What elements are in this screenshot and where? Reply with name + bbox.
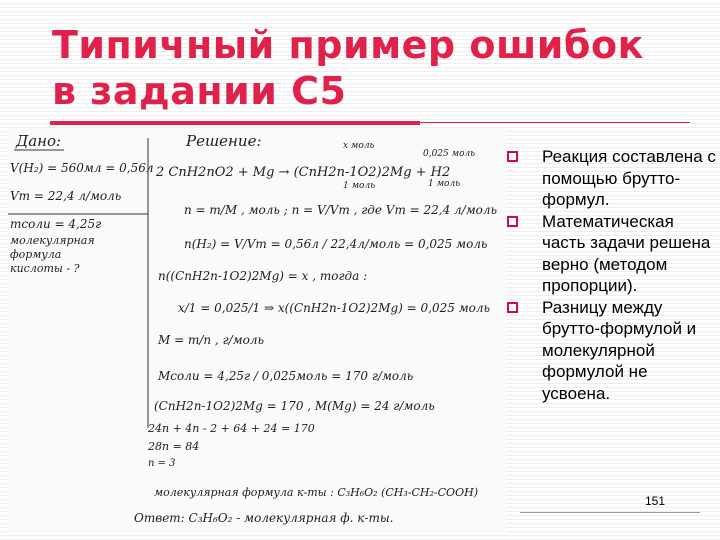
solution-line-11: n = 3 <box>148 458 176 469</box>
footer-rule <box>520 512 700 513</box>
solution-header: Решение: <box>186 132 262 150</box>
handwritten-solution-scan <box>8 128 506 532</box>
solution-line-9: 24n + 4n - 2 + 64 + 24 = 170 <box>148 422 315 435</box>
given-line-3: mсоли = 4,25г <box>10 217 102 231</box>
solution-line-8: (CnH2n-1O2)2Mg = 170 , M(Mg) = 24 г/моль <box>154 399 435 413</box>
square-bullet-icon <box>507 216 518 227</box>
solution-line-2: n = m/M , моль ; n = V/Vm , где Vm = 22,4 л/моль <box>184 203 498 217</box>
bullet-item <box>505 297 717 405</box>
bullet-item <box>505 146 717 211</box>
bullet-item <box>505 211 717 297</box>
solution-line-6: M = m/n , г/моль <box>158 333 265 347</box>
given-line-5: формула <box>10 248 62 261</box>
title-underline-thin <box>420 122 690 123</box>
equation-bottom-left: 1 моль <box>343 181 376 191</box>
given-line-4: молекулярная <box>10 234 95 247</box>
equation-top-right: 0,025 моль <box>423 149 476 159</box>
solution-line-13: Ответ: C₃H₆O₂ - молекулярная ф. к-ты. <box>134 511 394 525</box>
page-number: 151 <box>645 494 666 508</box>
solution-line-4: n((CnH2n-1O2)2Mg) = x , тогда : <box>158 269 368 283</box>
square-bullet-icon <box>507 302 518 313</box>
solution-line-7: Mсоли = 4,25г / 0,025моль = 170 г/моль <box>158 369 414 383</box>
bullet-text: Разницу между брутто-формулой и молекулярной формулой не усвоена. <box>542 297 697 403</box>
handwriting-canvas <box>8 128 506 532</box>
equation-top-left: x моль <box>343 141 375 151</box>
given-line-2: Vm = 22,4 л/моль <box>10 189 122 203</box>
solution-line-5: x/1 = 0,025/1 ⇒ x((CnH2n-1O2)2Mg) = 0,025 моль <box>178 301 491 315</box>
title-underline <box>50 121 420 125</box>
solution-line-10: 28n = 84 <box>148 440 200 453</box>
square-bullet-icon <box>507 151 518 162</box>
equation-bottom-right: 1 моль <box>428 179 461 189</box>
given-line-6: кислоты - ? <box>10 262 80 275</box>
solution-line-1: 2 CnH2nO2 + Mg → (CnH2n-1O2)2Mg + H2 <box>156 165 451 180</box>
bullet-text: Математическая часть задачи решена верно (методом пропорции). <box>542 211 711 295</box>
slide-title: Типичный пример ошибок в задании С5 <box>52 23 644 113</box>
bullet-list <box>505 146 717 404</box>
solution-line-12: молекулярная формула к-ты : C₃H₆O₂ (CH₃-CH₂-COOH) <box>154 486 478 499</box>
given-header: Дано: <box>16 132 62 150</box>
solution-line-3: n(H₂) = V/Vm = 0,56л / 22,4л/моль = 0,025 моль <box>184 237 488 251</box>
given-line-1: V(H₂) = 560мл = 0,56л <box>10 161 154 175</box>
bullet-text: Реакция составлена с помощью брутто-формул. <box>542 147 716 209</box>
